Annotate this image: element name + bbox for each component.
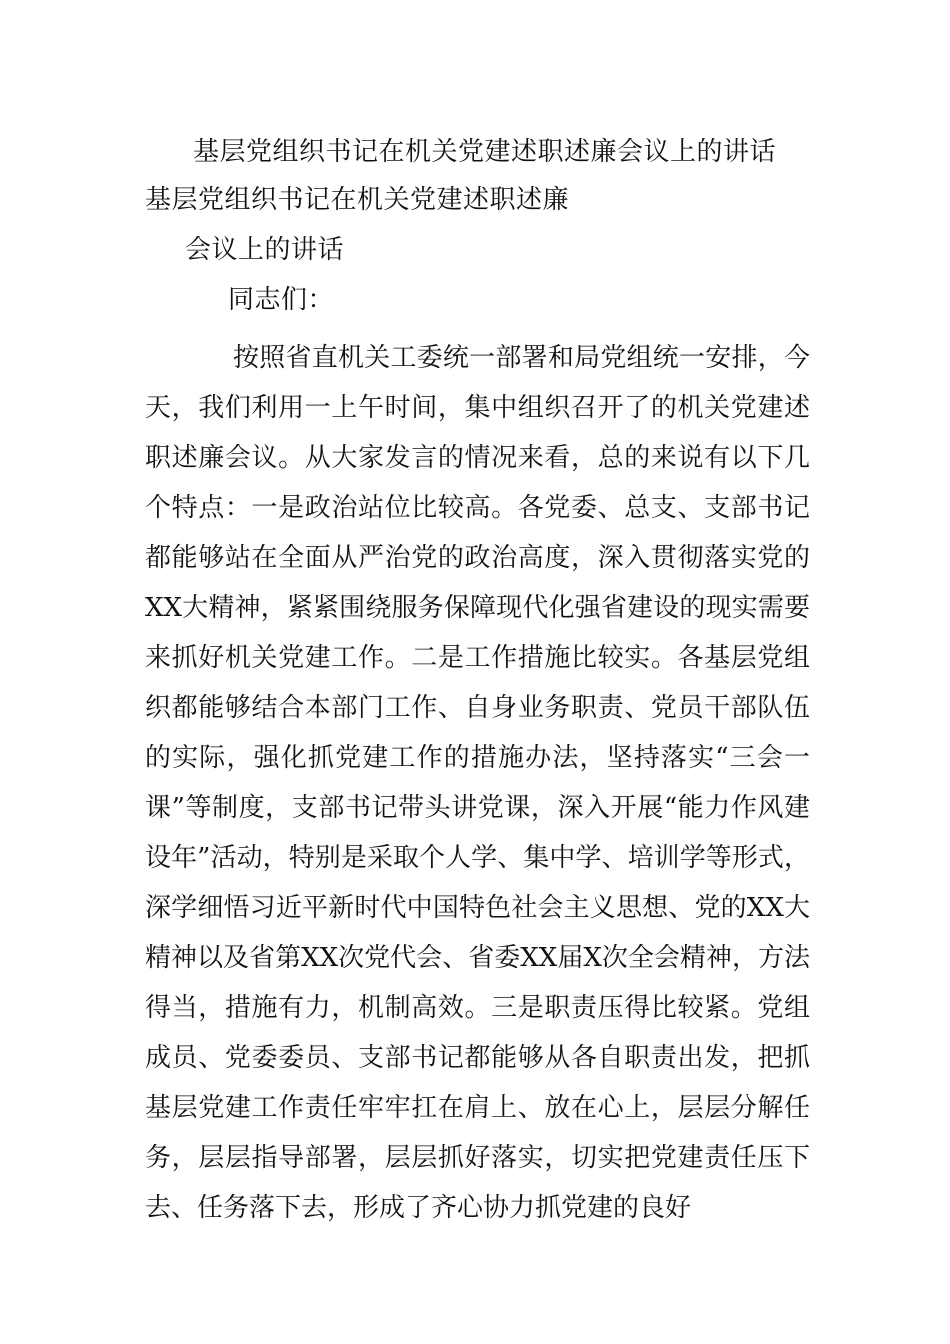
header-title: 基层党组织书记在机关党建述职述廉会议上的讲话 — [193, 137, 777, 167]
salutation: 同志们： — [228, 285, 335, 315]
title-line-2: 会议上的讲话 — [185, 235, 345, 265]
body-paragraph: 按照省直机关工委统一部署和局党组统一安排，今天，我们利用一上午时间，集中组织召开了的机关党建述职述廉会议。从大家发言的情况来看，总的来说有以下几个特点：一是政治站位比较高。各党委、总支、支部书记都能够站在全面从严治党的政治高度，深入贯彻落实党的XX大精神，紧紧围绕服务保障现代化强省建设的现实需要来抓好机关党建工作。二是工作措施比较实。各基层党组织都能够结合本部门工作、自身业务职责、党员干部队伍的实际，强化抓党建工作的措施办法，坚持落实“三会一课”等制度，支部书记带头讲党课，深入开展“能力作风建设年”活动，特别是采取个人学、集中学、培训学等形式，深学细悟习近平新时代中国特色社会主义思想、党的XX大精神以及省第XX次党代会、省委XX届X次全会精神，方法得当，措施有力，机制高效。三是职责压得比较紧。党组成员、党委委员、支部书记都能够从各自职责出发，把抓基层党建工作责任牢牢扛在肩上、放在心上，层层分解任务，层层指导部署，层层抓好落实，切实把党建责任压下去、任务落下去，形成了齐心协力抓党建的良好 — [145, 343, 810, 1223]
title-line-1: 基层党组织书记在机关党建述职述廉 — [145, 185, 570, 215]
